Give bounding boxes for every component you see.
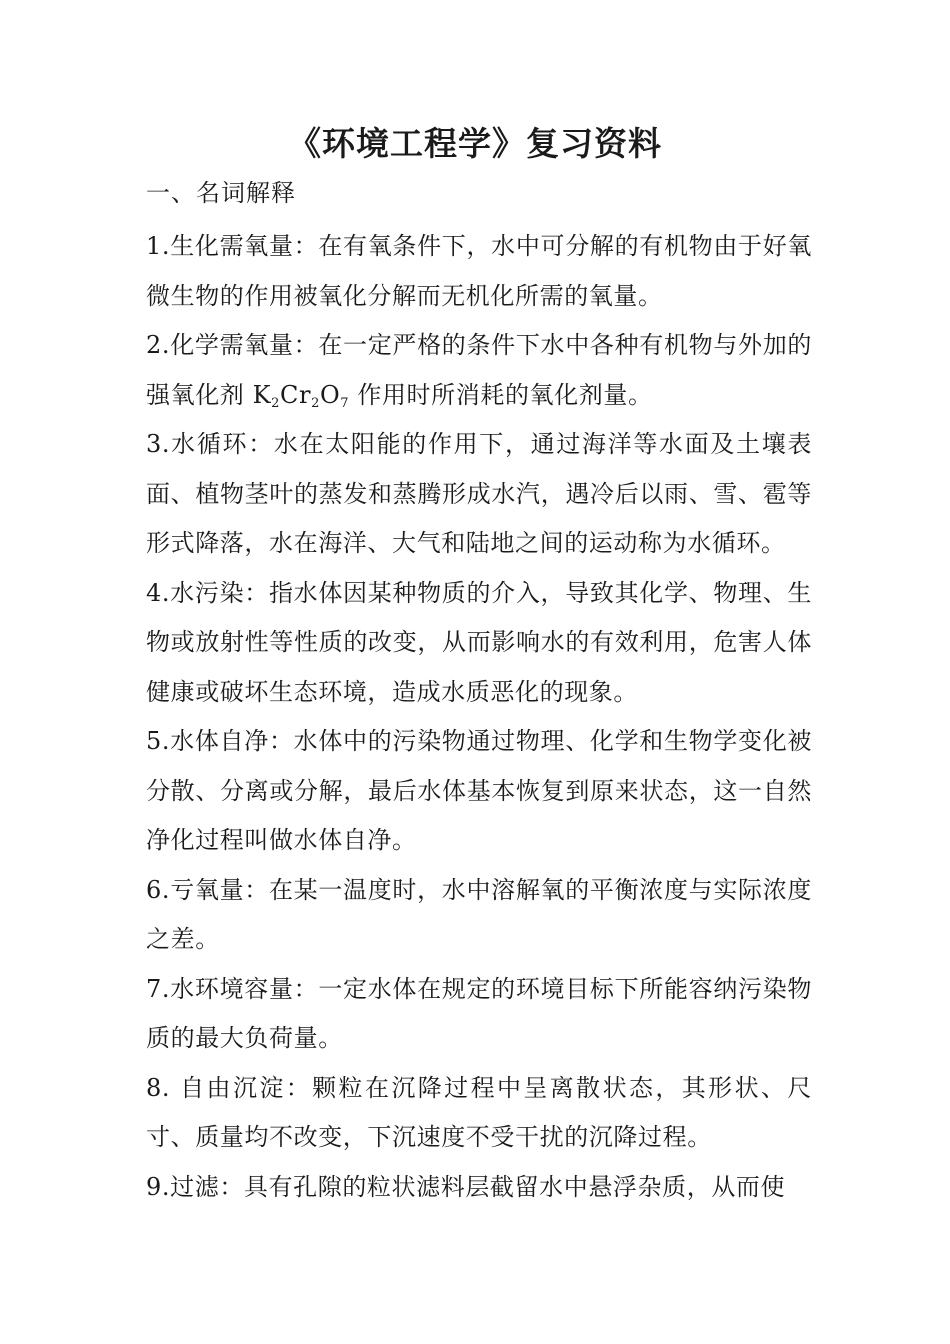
definition-item [146,222,812,321]
item-separator: ： [219,1172,244,1201]
item-separator: ： [293,331,319,359]
item-separator: ： [268,727,294,755]
item-term: 水环境容量 [170,974,294,1003]
item-number: 9. [146,1172,171,1201]
definition-item [146,569,812,718]
item-term: 亏氧量 [170,875,245,904]
item-term: 水体自净 [170,727,269,755]
definition-item [146,1163,812,1213]
item-separator: ： [293,232,319,260]
item-definition: 在有氧条件下，水中可分解的有机物由于好氧微生物的作用被氧化分解而无机化所需的氧量。 [146,232,813,310]
item-term: 水污染 [170,578,245,607]
item-separator: ： [248,430,274,458]
item-term: 生化需氧量 [170,232,294,260]
item-separator: ： [244,875,269,904]
definition-item [146,420,812,569]
definition-item [146,866,812,965]
item-number: 4. [146,578,171,607]
chemical-formula [253,381,349,409]
item-definition: 在一定严格的条件下水中各种有机物与外加的强氧化剂 [146,331,813,409]
item-definition: 颗粒在沉降过程中呈离散状态，其形状、尺寸、质量均不改变，下沉速度不受干扰的沉降过程。 [146,1073,812,1151]
formula-subscript: 7 [340,395,350,411]
definition-item [146,717,812,866]
section-heading: 一、名词解释 [146,179,296,207]
item-definition: 具有孔隙的粒状滤料层截留水中悬浮杂质，从而使 [243,1172,786,1201]
formula-element: Cr [280,380,312,409]
item-term: 自由沉淀 [180,1073,286,1102]
item-definition: 指水体因某种物质的介入，导致其化学、物理、生物或放射性等性质的改变，从而影响水的有效利用，危害人体健康或破坏生态环境，造成水质恶化的现象。 [146,578,812,706]
item-number: 3. [146,430,171,458]
item-number: 6. [146,875,171,904]
item-definition-end: 作用时所消耗的氧化剂量。 [349,380,653,409]
item-definition: 水体中的污染物通过物理、化学和生物学变化被分散、分离或分解，最后水体基本恢复到原来状态，这一自然净化过程叫做水体自净。 [146,727,812,854]
definition-list [146,222,812,1212]
item-number: 1. [146,232,171,260]
item-definition: 水在太阳能的作用下，通过海洋等水面及土壤表面、植物茎叶的蒸发和蒸腾形成水汽，遇冷后以雨、雪、雹等形式降落，水在海洋、大气和陆地之间的运动称为水循环。 [146,430,812,557]
item-number: 5. [146,727,171,755]
formula-subscript: 2 [311,395,320,411]
item-separator: ： [293,974,319,1003]
item-separator: ： [285,1073,313,1102]
item-term: 过滤 [170,1172,220,1201]
definition-item [146,321,812,420]
item-number: 8. [146,1073,181,1102]
item-term: 水循环 [170,430,249,458]
document-title: 《环境工程学》复习资料 [288,124,662,163]
item-number: 2. [146,331,171,359]
definition-item [146,965,812,1064]
item-number: 7. [146,974,171,1003]
formula-subscript: 2 [271,395,281,411]
definition-item [146,1064,812,1163]
item-definition: 在某一温度时，水中溶解氧的平衡浓度与实际浓度之差。 [146,875,812,953]
formula-element: O [319,380,341,409]
item-definition: 一定水体在规定的环境目标下所能容纳污染物质的最大负荷量。 [146,974,813,1052]
item-term: 化学需氧量 [170,331,294,359]
item-separator: ： [244,578,269,607]
formula-element: K [252,380,272,409]
